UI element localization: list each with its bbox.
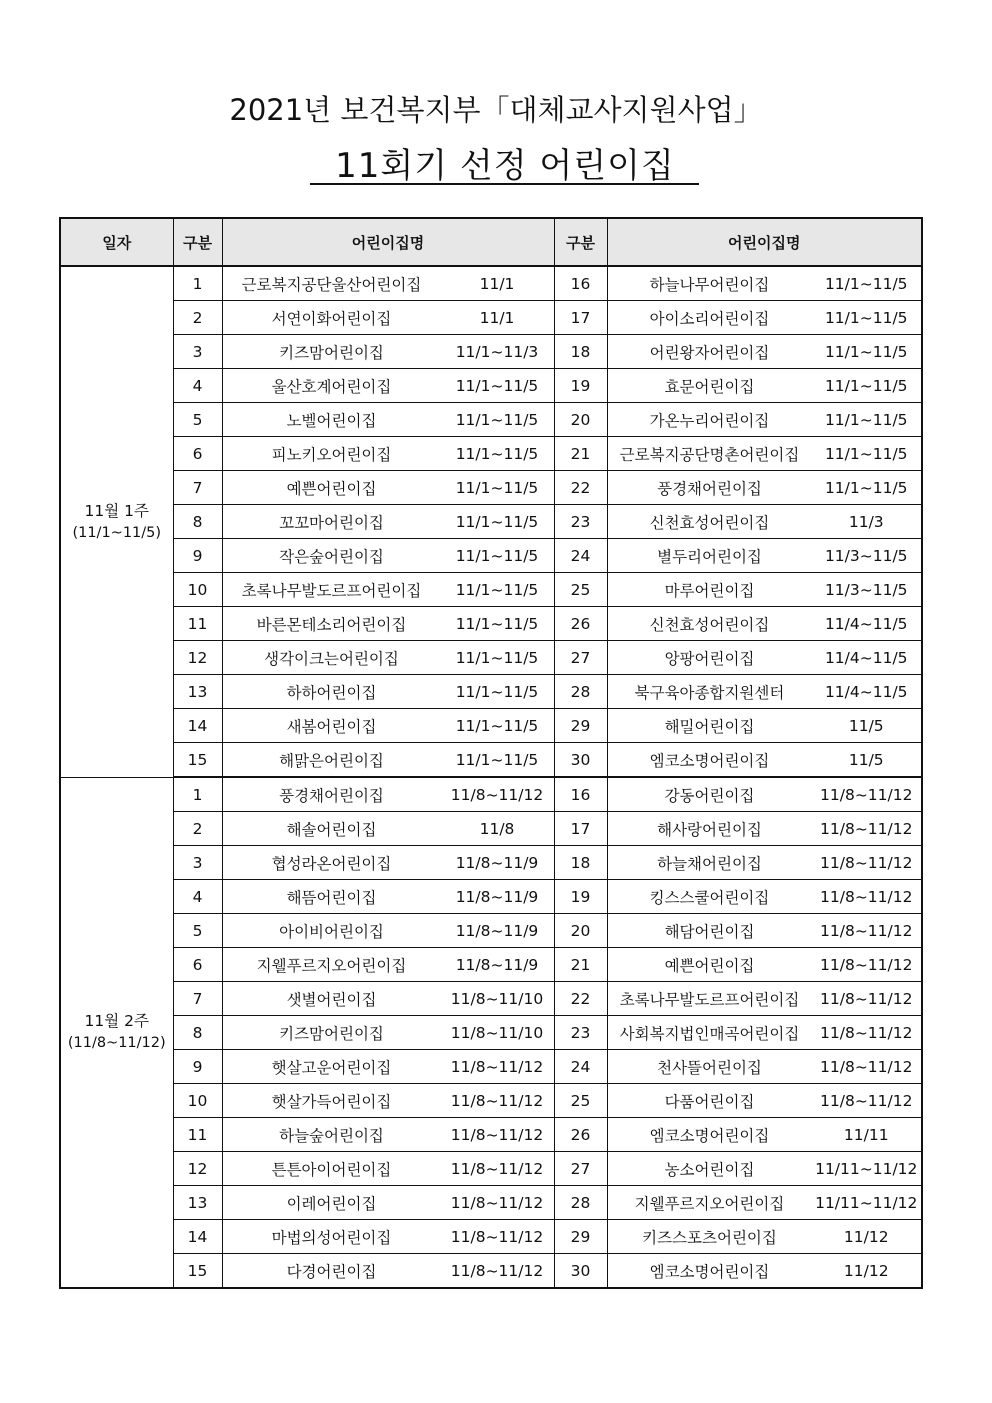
center-cell-right	[607, 675, 922, 709]
center-period: 11/3~11/5	[824, 580, 908, 599]
center-name: 해담어린이집	[664, 922, 755, 941]
table-row	[60, 1220, 922, 1254]
row-number-left: 5	[173, 403, 222, 437]
center-cell-right	[607, 1118, 922, 1152]
center-period: 11/1	[479, 308, 515, 327]
center-cell-right	[607, 777, 922, 812]
center-period: 11/8~11/9	[455, 921, 539, 940]
center-cell-left	[222, 607, 554, 641]
table-row	[60, 505, 922, 539]
header-no-right: 구분	[554, 218, 607, 266]
row-number-right: 17	[554, 812, 607, 846]
week-1-group	[60, 266, 922, 777]
center-period: 11/8~11/10	[450, 1023, 544, 1042]
center-cell-right	[607, 1084, 922, 1118]
center-cell-left	[222, 641, 554, 675]
center-name: 마법의성어린이집	[271, 1228, 392, 1247]
row-number-right: 30	[554, 743, 607, 778]
center-cell-right	[607, 505, 922, 539]
center-cell-left	[222, 573, 554, 607]
week-range: (11/1~11/5)	[72, 524, 162, 541]
center-period: 11/4~11/5	[824, 614, 908, 633]
week-label-cell	[60, 266, 173, 777]
row-number-left: 13	[173, 675, 222, 709]
center-cell-right	[607, 369, 922, 403]
table-row	[60, 539, 922, 573]
center-cell-left	[222, 1084, 554, 1118]
center-cell-right	[607, 607, 922, 641]
center-name: 하늘채어린이집	[657, 854, 762, 873]
center-period: 11/11~11/12	[815, 1193, 918, 1212]
center-name: 근로복지공단명촌어린이집	[619, 445, 800, 464]
center-cell-left	[222, 1050, 554, 1084]
center-period: 11/8~11/12	[820, 785, 913, 804]
center-name: 신천효성어린이집	[649, 513, 770, 532]
row-number-right: 24	[554, 1050, 607, 1084]
center-period: 11/1~11/5	[824, 274, 908, 293]
center-name: 해뜸어린이집	[286, 888, 377, 907]
row-number-right: 27	[554, 1152, 607, 1186]
center-cell-right	[607, 1152, 922, 1186]
center-name: 예쁜어린이집	[664, 956, 755, 975]
center-cell-left	[222, 1118, 554, 1152]
table-header-row	[60, 218, 922, 266]
center-name: 튼튼아이어린이집	[271, 1160, 392, 1179]
row-number-right: 22	[554, 471, 607, 505]
center-period: 11/1	[479, 274, 515, 293]
center-name: 별두리어린이집	[657, 547, 762, 566]
row-number-left: 15	[173, 1254, 222, 1289]
center-period: 11/8~11/10	[450, 989, 544, 1008]
center-name: 새봄어린이집	[286, 717, 377, 736]
header-no-left: 구분	[173, 218, 222, 266]
center-cell-left	[222, 914, 554, 948]
center-name: 지웰푸르지오어린이집	[634, 1194, 785, 1213]
center-cell-right	[607, 1254, 922, 1289]
row-number-right: 18	[554, 846, 607, 880]
center-period: 11/8~11/12	[820, 921, 913, 940]
center-name: 노벨어린이집	[286, 411, 377, 430]
center-name: 이레어린이집	[286, 1194, 377, 1213]
center-cell-left	[222, 777, 554, 812]
row-number-right: 25	[554, 573, 607, 607]
center-name: 해맑은어린이집	[279, 751, 384, 770]
row-number-right: 27	[554, 641, 607, 675]
center-cell-left	[222, 505, 554, 539]
row-number-left: 13	[173, 1186, 222, 1220]
center-name: 가온누리어린이집	[649, 411, 770, 430]
row-number-right: 20	[554, 403, 607, 437]
center-name: 하하어린이집	[286, 683, 377, 702]
center-cell-left	[222, 266, 554, 301]
center-cell-left	[222, 709, 554, 743]
center-period: 11/3~11/5	[824, 546, 908, 565]
header-name-left: 어린이집명	[222, 218, 554, 266]
center-name: 키즈맘어린이집	[279, 1024, 384, 1043]
table-row	[60, 1118, 922, 1152]
center-name: 하늘나무어린이집	[649, 275, 770, 294]
center-period: 11/8~11/12	[450, 1091, 544, 1110]
table-row	[60, 777, 922, 812]
center-name: 마루어린이집	[664, 581, 755, 600]
center-period: 11/8~11/12	[820, 853, 913, 872]
center-cell-right	[607, 846, 922, 880]
center-cell-right	[607, 471, 922, 505]
center-cell-right	[607, 641, 922, 675]
row-number-right: 29	[554, 709, 607, 743]
row-number-left: 2	[173, 812, 222, 846]
table-row	[60, 437, 922, 471]
table-row	[60, 403, 922, 437]
row-number-left: 6	[173, 437, 222, 471]
center-period: 11/1~11/5	[455, 444, 539, 463]
center-cell-right	[607, 1050, 922, 1084]
center-name: 협성라온어린이집	[271, 854, 392, 873]
center-cell-left	[222, 539, 554, 573]
row-number-left: 14	[173, 1220, 222, 1254]
row-number-right: 28	[554, 1186, 607, 1220]
center-period: 11/8~11/12	[450, 1057, 544, 1076]
table-row	[60, 335, 922, 369]
center-period: 11/1~11/5	[824, 342, 908, 361]
week-label-cell	[60, 777, 173, 1288]
row-number-right: 21	[554, 948, 607, 982]
center-cell-right	[607, 880, 922, 914]
table-row	[60, 369, 922, 403]
table-row	[60, 641, 922, 675]
row-number-left: 12	[173, 1152, 222, 1186]
center-name: 서연이화어린이집	[271, 309, 392, 328]
table-row	[60, 573, 922, 607]
center-period: 11/8~11/12	[450, 1193, 544, 1212]
week-range: (11/8~11/12)	[67, 1035, 166, 1052]
center-name: 키즈맘어린이집	[279, 343, 384, 362]
row-number-left: 6	[173, 948, 222, 982]
center-cell-left	[222, 471, 554, 505]
center-period: 11/1~11/5	[455, 478, 539, 497]
row-number-left: 3	[173, 335, 222, 369]
center-period: 11/3	[848, 512, 884, 531]
center-name: 작은숲어린이집	[279, 547, 384, 566]
center-cell-left	[222, 948, 554, 982]
center-name: 천사뜰어린이집	[657, 1058, 762, 1077]
center-name: 농소어린이집	[664, 1160, 755, 1179]
center-name: 북구육아종합지원센터	[634, 683, 785, 702]
document-title: 2021년 보건복지부「대체교사지원사업」	[229, 93, 763, 127]
row-number-right: 22	[554, 982, 607, 1016]
center-name: 바른몬테소리어린이집	[256, 615, 407, 634]
center-cell-right	[607, 301, 922, 335]
center-period: 11/8~11/12	[820, 1057, 913, 1076]
document-subtitle: 11회기 선정 어린이집	[335, 146, 675, 186]
center-name: 다경어린이집	[286, 1262, 377, 1281]
center-period: 11/1~11/3	[455, 342, 539, 361]
center-period: 11/1~11/5	[455, 682, 539, 701]
center-name: 하늘숲어린이집	[279, 1126, 384, 1145]
center-cell-left	[222, 812, 554, 846]
table-row	[60, 709, 922, 743]
row-number-left: 4	[173, 369, 222, 403]
row-number-right: 29	[554, 1220, 607, 1254]
center-period: 11/1~11/5	[824, 308, 908, 327]
center-period: 11/1~11/5	[455, 546, 539, 565]
center-period: 11/12	[843, 1227, 889, 1246]
center-period: 11/1~11/5	[455, 580, 539, 599]
center-name: 지웰푸르지오어린이집	[256, 956, 407, 975]
center-period: 11/1~11/5	[455, 750, 539, 769]
row-number-left: 1	[173, 777, 222, 812]
table-row	[60, 675, 922, 709]
table-row	[60, 1016, 922, 1050]
row-number-right: 19	[554, 880, 607, 914]
center-cell-left	[222, 1220, 554, 1254]
center-cell-right	[607, 403, 922, 437]
table-row	[60, 266, 922, 301]
row-number-left: 9	[173, 539, 222, 573]
center-cell-right	[607, 982, 922, 1016]
row-number-left: 11	[173, 1118, 222, 1152]
row-number-right: 16	[554, 777, 607, 812]
table-row	[60, 607, 922, 641]
table-row	[60, 880, 922, 914]
selected-centers-table	[59, 217, 923, 1289]
row-number-left: 1	[173, 266, 222, 301]
center-name: 해사랑어린이집	[657, 820, 762, 839]
week-label: 11월 2주	[84, 1012, 149, 1031]
center-name: 강동어린이집	[664, 786, 755, 805]
center-name: 아이비어린이집	[279, 922, 384, 941]
row-number-right: 18	[554, 335, 607, 369]
subtitle-underline	[310, 183, 699, 185]
center-name: 초록나무발도르프어린이집	[619, 990, 800, 1009]
center-period: 11/8~11/12	[450, 1159, 544, 1178]
center-period: 11/8~11/12	[450, 1125, 544, 1144]
center-name: 해솔어린이집	[286, 820, 377, 839]
row-number-right: 20	[554, 914, 607, 948]
center-name: 효문어린이집	[664, 377, 755, 396]
week-label: 11월 1주	[84, 501, 149, 520]
row-number-left: 8	[173, 1016, 222, 1050]
center-name: 엠코소명어린이집	[649, 1262, 770, 1281]
center-period: 11/8~11/9	[455, 955, 539, 974]
center-period: 11/8~11/12	[820, 819, 913, 838]
row-number-right: 26	[554, 607, 607, 641]
center-cell-right	[607, 573, 922, 607]
table-row	[60, 846, 922, 880]
center-period: 11/8~11/12	[820, 989, 913, 1008]
center-period: 11/1~11/5	[455, 614, 539, 633]
center-cell-right	[607, 539, 922, 573]
week-2-group	[60, 777, 922, 1288]
center-period: 11/8~11/12	[450, 785, 544, 804]
row-number-left: 5	[173, 914, 222, 948]
table-row	[60, 1254, 922, 1289]
row-number-left: 15	[173, 743, 222, 778]
center-period: 11/1~11/5	[455, 410, 539, 429]
center-cell-right	[607, 709, 922, 743]
row-number-right: 28	[554, 675, 607, 709]
center-name: 킹스스쿨어린이집	[649, 888, 770, 907]
row-number-right: 25	[554, 1084, 607, 1118]
row-number-left: 4	[173, 880, 222, 914]
center-cell-right	[607, 948, 922, 982]
center-period: 11/11~11/12	[815, 1159, 918, 1178]
center-cell-right	[607, 743, 922, 778]
center-cell-right	[607, 1186, 922, 1220]
center-period: 11/1~11/5	[455, 376, 539, 395]
table-row	[60, 1152, 922, 1186]
center-cell-left	[222, 743, 554, 778]
center-cell-left	[222, 880, 554, 914]
row-number-left: 11	[173, 607, 222, 641]
center-cell-left	[222, 1186, 554, 1220]
center-name: 엠코소명어린이집	[649, 1126, 770, 1145]
row-number-left: 3	[173, 846, 222, 880]
header-name-right: 어린이집명	[607, 218, 922, 266]
row-number-right: 16	[554, 266, 607, 301]
row-number-left: 2	[173, 301, 222, 335]
center-period: 11/8~11/9	[455, 887, 539, 906]
center-period: 11/8~11/12	[820, 1091, 913, 1110]
center-period: 11/1~11/5	[824, 376, 908, 395]
center-name: 생각이크는어린이집	[264, 649, 399, 668]
center-period: 11/8~11/12	[820, 887, 913, 906]
center-period: 11/1~11/5	[455, 648, 539, 667]
center-period: 11/8~11/12	[820, 955, 913, 974]
center-name: 신천효성어린이집	[649, 615, 770, 634]
row-number-left: 10	[173, 573, 222, 607]
center-name: 예쁜어린이집	[286, 479, 377, 498]
center-name: 햇살고운어린이집	[271, 1058, 392, 1077]
center-period: 11/5	[848, 716, 884, 735]
center-cell-left	[222, 437, 554, 471]
center-period: 11/8~11/12	[450, 1227, 544, 1246]
center-period: 11/4~11/5	[824, 682, 908, 701]
row-number-left: 7	[173, 471, 222, 505]
center-period: 11/1~11/5	[824, 478, 908, 497]
center-name: 앙팡어린이집	[664, 649, 755, 668]
center-name: 다품어린이집	[664, 1092, 755, 1111]
center-name: 엠코소명어린이집	[649, 751, 770, 770]
table-row	[60, 948, 922, 982]
row-number-right: 23	[554, 505, 607, 539]
center-name: 울산호계어린이집	[271, 377, 392, 396]
center-name: 풍경채어린이집	[279, 786, 384, 805]
center-cell-left	[222, 403, 554, 437]
center-cell-left	[222, 675, 554, 709]
table-row	[60, 1084, 922, 1118]
table-row	[60, 471, 922, 505]
center-period: 11/8	[479, 819, 515, 838]
table-row	[60, 743, 922, 778]
center-cell-right	[607, 437, 922, 471]
header-date: 일자	[60, 218, 173, 266]
row-number-left: 7	[173, 982, 222, 1016]
center-name: 햇살가득어린이집	[271, 1092, 392, 1111]
center-cell-right	[607, 812, 922, 846]
center-period: 11/1~11/5	[455, 512, 539, 531]
table-row	[60, 301, 922, 335]
center-period: 11/11	[843, 1125, 889, 1144]
center-name: 근로복지공단울산어린이집	[241, 275, 422, 294]
center-cell-left	[222, 335, 554, 369]
center-cell-right	[607, 1220, 922, 1254]
center-cell-left	[222, 301, 554, 335]
center-cell-right	[607, 335, 922, 369]
center-period: 11/4~11/5	[824, 648, 908, 667]
table-row	[60, 914, 922, 948]
center-period: 11/5	[848, 750, 884, 769]
center-period: 11/1~11/5	[455, 716, 539, 735]
row-number-right: 30	[554, 1254, 607, 1289]
center-name: 풍경채어린이집	[657, 479, 762, 498]
center-name: 샛별어린이집	[286, 990, 377, 1009]
center-cell-left	[222, 1254, 554, 1289]
row-number-right: 19	[554, 369, 607, 403]
table-row	[60, 982, 922, 1016]
row-number-left: 14	[173, 709, 222, 743]
center-cell-right	[607, 1016, 922, 1050]
center-period: 11/8~11/9	[455, 853, 539, 872]
center-cell-left	[222, 982, 554, 1016]
row-number-right: 26	[554, 1118, 607, 1152]
row-number-left: 8	[173, 505, 222, 539]
row-number-right: 21	[554, 437, 607, 471]
row-number-left: 10	[173, 1084, 222, 1118]
center-name: 피노키오어린이집	[271, 445, 392, 464]
center-name: 키즈스포츠어린이집	[642, 1228, 777, 1247]
center-period: 11/8~11/12	[820, 1023, 913, 1042]
center-cell-left	[222, 1152, 554, 1186]
center-name: 어린왕자어린이집	[649, 343, 770, 362]
center-name: 초록나무발도르프어린이집	[241, 581, 422, 600]
center-name: 사회복지법인매곡어린이집	[619, 1024, 800, 1043]
center-cell-right	[607, 266, 922, 301]
row-number-right: 23	[554, 1016, 607, 1050]
center-name: 해밀어린이집	[664, 717, 755, 736]
center-cell-right	[607, 914, 922, 948]
center-cell-left	[222, 1016, 554, 1050]
row-number-right: 24	[554, 539, 607, 573]
center-period: 11/1~11/5	[824, 410, 908, 429]
center-name: 아이소리어린이집	[649, 309, 770, 328]
row-number-left: 12	[173, 641, 222, 675]
center-cell-left	[222, 846, 554, 880]
center-period: 11/8~11/12	[450, 1261, 544, 1280]
row-number-left: 9	[173, 1050, 222, 1084]
row-number-right: 17	[554, 301, 607, 335]
table-row	[60, 1186, 922, 1220]
table-row	[60, 1050, 922, 1084]
center-name: 꼬꼬마어린이집	[279, 513, 384, 532]
center-period: 11/12	[843, 1261, 889, 1280]
table-row	[60, 812, 922, 846]
center-cell-left	[222, 369, 554, 403]
center-period: 11/1~11/5	[824, 444, 908, 463]
